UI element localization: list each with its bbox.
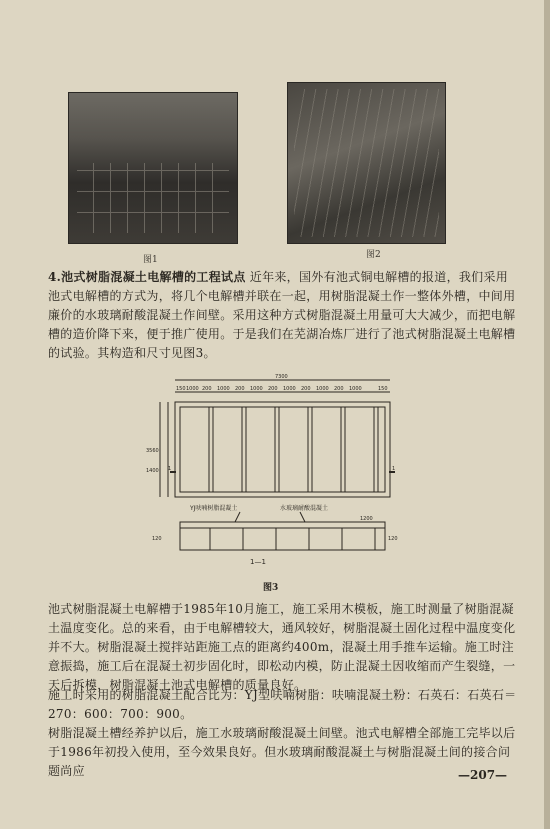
label-waterglass-concrete: 水玻璃耐酸混凝土 bbox=[280, 505, 329, 512]
dim-left-1: 1400 bbox=[146, 468, 159, 474]
dim-top-9: 1000 bbox=[316, 386, 329, 392]
page-number: —207— bbox=[458, 768, 508, 782]
dim-top-7: 1000 bbox=[283, 386, 296, 392]
tank-structure-diagram bbox=[140, 372, 400, 572]
label-resin-concrete: YJ呋喃树脂混凝土 bbox=[190, 505, 238, 512]
section-heading: 4.池式树脂混凝土电解槽的工程试点 bbox=[48, 270, 246, 284]
figure-2-caption: 图2 bbox=[366, 250, 381, 260]
paragraph-1 bbox=[48, 268, 518, 363]
dim-total-width: 7300 bbox=[275, 374, 288, 380]
paragraph-4: 树脂混凝土槽经养护以后，施工水玻璃耐酸混凝土间壁。池式电解槽全部施工完毕以后于1986年初投入使用，至今效果良好。但水玻璃耐酸混凝土与树脂混凝土间的接合问题尚应 bbox=[48, 726, 516, 778]
section-label: 1—1 bbox=[250, 558, 266, 566]
dim-top-10: 200 bbox=[334, 386, 344, 392]
dim-bottom-1: 1200 bbox=[360, 516, 373, 522]
photo-figure-2 bbox=[287, 82, 446, 244]
dim-top-3: 1000 bbox=[217, 386, 230, 392]
section-mark-left: 1 bbox=[168, 466, 172, 472]
dim-top-8: 200 bbox=[301, 386, 311, 392]
dim-top-12: 150 bbox=[378, 386, 388, 392]
dim-top-0: 150 bbox=[176, 386, 186, 392]
plan-inner-outline bbox=[180, 407, 385, 492]
dim-top-6: 200 bbox=[268, 386, 278, 392]
paragraph-1-text: 近年来，国外有池式铜电解槽的报道，我们采用池式电解槽的方式为，将几个电解槽并联在一起，用树脂混凝土作一整体外槽，中间用廉价的水玻璃耐酸混凝土作间壁。采用这种方式树脂混凝土用量可大大减少，而把电解槽的造价降下来，便于推广使用。于是我们在芜湖冶炼厂进行了池式树脂混凝土电解槽的试验。其构造和尺寸见图3。 bbox=[48, 270, 516, 360]
page-edge-shadow bbox=[544, 0, 550, 829]
paragraph-3: 施工时采用的树脂混凝土配合比为：YJ型呋喃树脂：呋喃混凝土粉：石英石：石英石＝270：600：700：900。 bbox=[48, 688, 517, 721]
figure-3-caption: 图3 bbox=[263, 583, 279, 593]
dim-top-11: 1000 bbox=[349, 386, 362, 392]
section-outer-outline bbox=[180, 522, 385, 550]
dim-left-0: 3560 bbox=[146, 448, 159, 454]
dim-bottom-2: 120 bbox=[388, 536, 398, 542]
dim-top-5: 1000 bbox=[250, 386, 263, 392]
paragraph-2: 池式树脂混凝土电解槽于1985年10月施工，施工采用木模板，施工时测量了树脂混凝土温度变化。总的来看，由于电解槽较大，通风较好，树脂混凝土固化过程中温度变化并不大。树脂混凝土搅拌站距施工点的距离约400m，混凝土用手推车运输。施工时注意振捣，施工后在混凝土初步固化时，即松动内模，防止混凝土因收缩而产生裂缝，一天后拆模，树脂混凝土池式电解槽的质量良好。 bbox=[48, 602, 516, 692]
photo-figure-1 bbox=[68, 92, 238, 244]
dim-top-4: 200 bbox=[235, 386, 245, 392]
section-mark-right: 1 bbox=[392, 466, 396, 472]
plan-outer-outline bbox=[175, 402, 390, 497]
dim-top-1: 1000 bbox=[186, 386, 199, 392]
figure-1-caption: 图1 bbox=[143, 255, 158, 265]
dim-bottom-0: 120 bbox=[152, 536, 162, 542]
dim-top-2: 200 bbox=[202, 386, 212, 392]
